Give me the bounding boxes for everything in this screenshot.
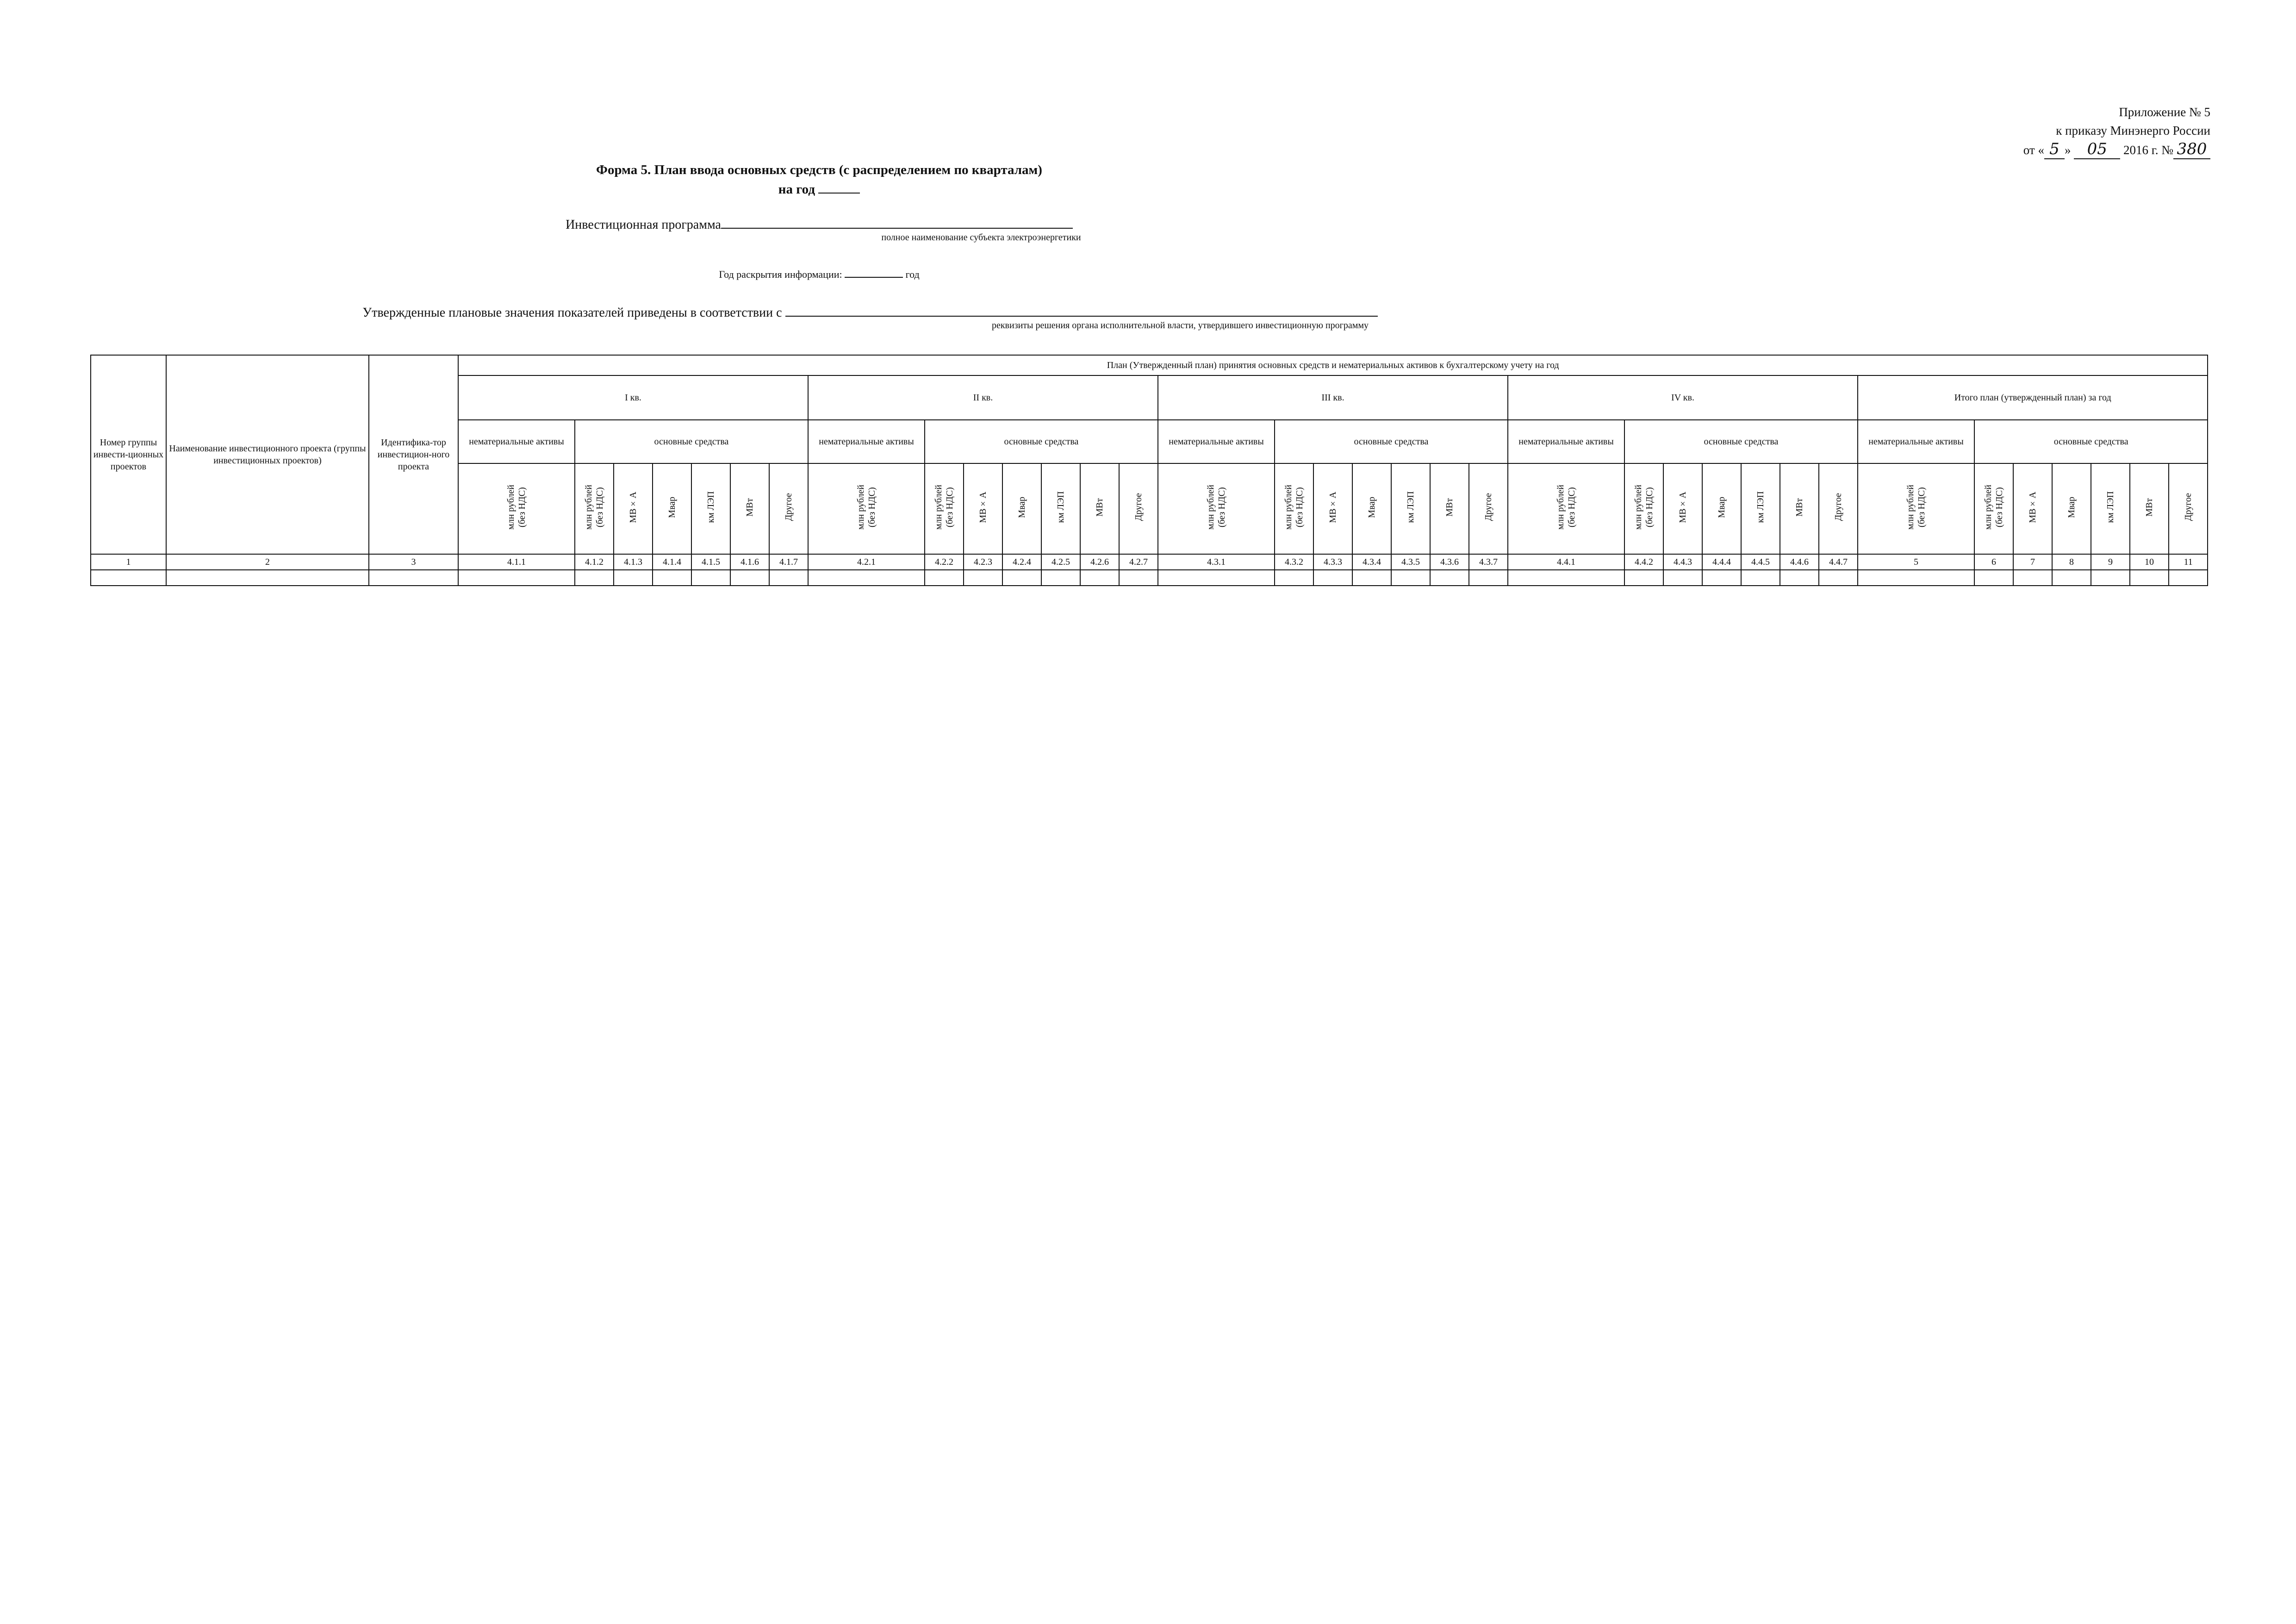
unit-header-4-6 [1780, 463, 1819, 554]
unit-header-1-2 [575, 463, 614, 554]
unit-header-5-6 [2130, 463, 2169, 554]
unit-header-4-5 [1741, 463, 1780, 554]
empty-cell [1158, 570, 1275, 586]
empty-cell [166, 570, 369, 586]
empty-cell [925, 570, 964, 586]
appendix-block [1951, 103, 2210, 159]
column-number: 7 [2013, 554, 2052, 570]
empty-cell [769, 570, 808, 586]
empty-cell [1275, 570, 1313, 586]
unit-header-2-7 [1119, 463, 1158, 554]
unit-header-1-6 [730, 463, 769, 554]
unit-header-1-3 [614, 463, 653, 554]
column-number: 4.3.1 [1158, 554, 1275, 570]
column-number: 4.4.4 [1702, 554, 1741, 570]
empty-cell [2013, 570, 2052, 586]
column-number: 6 [1974, 554, 2013, 570]
program-blank [721, 216, 1073, 229]
unit-header-3-7 [1469, 463, 1508, 554]
unit-header-2-5 [1041, 463, 1080, 554]
column-number: 4.3.7 [1469, 554, 1508, 570]
column-number: 4.3.6 [1430, 554, 1469, 570]
column-number: 4.4.1 [1508, 554, 1624, 570]
unit-header-2-4 [1002, 463, 1041, 554]
empty-cell [1041, 570, 1080, 586]
appendix-order: к приказу Минэнерго России [2056, 124, 2210, 137]
empty-cell [1080, 570, 1119, 586]
unit-header-5-2 [1974, 463, 2013, 554]
column-number: 1 [91, 554, 166, 570]
header-identifier: Идентифика-тор инвестицион-ного проекта [369, 355, 458, 554]
column-number: 4.1.7 [769, 554, 808, 570]
empty-cell [575, 570, 614, 586]
unit-header-5-6-text: МВт [2144, 498, 2154, 517]
column-number: 4.1.2 [575, 554, 614, 570]
column-number: 8 [2052, 554, 2091, 570]
column-number: 4.3.5 [1391, 554, 1430, 570]
column-number: 4.2.6 [1080, 554, 1119, 570]
unit-header-4-1-text: млн рублей (без НДС) [1556, 484, 1577, 530]
column-number: 2 [166, 554, 369, 570]
empty-cell [2091, 570, 2130, 586]
fixed-assets-header-3: основные средства [1275, 420, 1508, 463]
column-number: 4.2.2 [925, 554, 964, 570]
empty-cell [730, 570, 769, 586]
empty-cell [1002, 570, 1041, 586]
empty-cell [1741, 570, 1780, 586]
column-number: 4.2.1 [808, 554, 925, 570]
empty-cell [2052, 570, 2091, 586]
empty-cell [1391, 570, 1430, 586]
empty-cell [458, 570, 575, 586]
empty-cell [369, 570, 458, 586]
unit-header-2-4-text: Мвар [1017, 496, 1027, 518]
unit-header-5-4-text: Мвар [2066, 496, 2077, 518]
unit-header-2-1 [808, 463, 925, 554]
unit-header-4-6-text: МВт [1794, 498, 1804, 517]
column-number: 3 [369, 554, 458, 570]
unit-header-1-4 [653, 463, 691, 554]
header-project-name: Наименование инвестиционного проекта (группы инвестиционных проектов) [166, 355, 369, 554]
column-number: 4.4.2 [1624, 554, 1663, 570]
period-header-1: I кв. [458, 375, 808, 420]
empty-cell [1430, 570, 1469, 586]
unit-header-3-6 [1430, 463, 1469, 554]
unit-header-4-2 [1624, 463, 1663, 554]
empty-cell [1508, 570, 1624, 586]
fixed-assets-header-5: основные средства [1974, 420, 2208, 463]
appendix-day: 5 [2044, 140, 2065, 159]
unit-header-4-5-text: км ЛЭП [1755, 491, 1766, 523]
unit-header-5-5 [2091, 463, 2130, 554]
period-header-3: III кв. [1158, 375, 1508, 420]
year-blank [818, 181, 860, 194]
intangible-header-5: нематериальные активы [1858, 420, 1974, 463]
fixed-assets-header-2: основные средства [925, 420, 1158, 463]
appendix-title: Приложение № 5 [2119, 105, 2210, 119]
column-number: 4.2.3 [964, 554, 1002, 570]
intangible-header-1: нематериальные активы [458, 420, 575, 463]
period-header-5: Итого план (утвержденный план) за год [1858, 375, 2208, 420]
form-title-line2: на год [0, 180, 1638, 199]
empty-cell [1974, 570, 2013, 586]
period-header-2: II кв. [808, 375, 1158, 420]
unit-header-1-7 [769, 463, 808, 554]
unit-header-3-2 [1275, 463, 1313, 554]
column-number: 11 [2169, 554, 2208, 570]
program-caption: полное наименование субъекта электроэнергетики [881, 232, 1081, 243]
unit-header-3-5 [1391, 463, 1430, 554]
column-number: 4.3.4 [1352, 554, 1391, 570]
unit-header-3-2-text: млн рублей (без НДС) [1283, 484, 1305, 530]
column-number: 4.4.7 [1819, 554, 1858, 570]
unit-header-3-1-text: млн рублей (без НДС) [1206, 484, 1227, 530]
disclosure-block [0, 268, 1638, 281]
unit-header-1-5-text: км ЛЭП [706, 491, 716, 523]
form-title-line1: Форма 5. План ввода основных средств (с распределением по кварталам) [596, 162, 1042, 177]
column-number: 4.3.2 [1275, 554, 1313, 570]
appendix-number: 380 [2173, 140, 2210, 159]
column-number: 4.4.6 [1780, 554, 1819, 570]
unit-header-2-6-text: МВт [1095, 498, 1105, 517]
unit-header-2-2 [925, 463, 964, 554]
column-number: 4.1.3 [614, 554, 653, 570]
form-title [0, 160, 1638, 199]
fixed-assets-header-4: основные средства [1624, 420, 1858, 463]
appendix-date: от « 5 » 05 2016 г. № 380 [1951, 140, 2210, 159]
approved-label: Утвержденные плановые значения показателей приведены в соответствии с [362, 306, 782, 320]
unit-header-4-4-text: Мвар [1717, 496, 1727, 518]
column-number: 4.2.5 [1041, 554, 1080, 570]
unit-header-2-6 [1080, 463, 1119, 554]
disclosure-blank [845, 268, 903, 278]
intangible-header-2: нематериальные активы [808, 420, 925, 463]
empty-cell [1624, 570, 1663, 586]
header-group-number: Номер группы инвести-ционных проектов [91, 355, 166, 554]
unit-header-1-4-text: Мвар [667, 496, 677, 518]
empty-cell [653, 570, 691, 586]
unit-header-2-7-text: Другое [1133, 493, 1144, 521]
unit-header-3-3-text: МВ×А [1328, 491, 1338, 523]
empty-cell [1702, 570, 1741, 586]
unit-header-4-4 [1702, 463, 1741, 554]
unit-header-1-5 [691, 463, 730, 554]
approved-block [0, 304, 1638, 331]
asset-plan-table [90, 355, 2208, 586]
empty-cell [1469, 570, 1508, 586]
column-number: 4.1.4 [653, 554, 691, 570]
empty-cell [1352, 570, 1391, 586]
unit-header-4-1 [1508, 463, 1624, 554]
unit-header-5-3-text: МВ×А [2028, 491, 2038, 523]
empty-cell [614, 570, 653, 586]
intangible-header-3: нематериальные активы [1158, 420, 1275, 463]
unit-header-1-3-text: МВ×А [628, 491, 638, 523]
unit-header-3-6-text: МВт [1444, 498, 1455, 517]
column-number: 4.3.3 [1313, 554, 1352, 570]
column-number: 4.1.5 [691, 554, 730, 570]
unit-header-5-1-text: млн рублей (без НДС) [1905, 484, 1927, 530]
unit-header-3-4-text: Мвар [1367, 496, 1377, 518]
unit-header-5-5-text: км ЛЭП [2105, 491, 2116, 523]
column-number: 9 [2091, 554, 2130, 570]
appendix-month: 05 [2074, 140, 2120, 159]
intangible-header-4: нематериальные активы [1508, 420, 1624, 463]
unit-header-1-6-text: МВт [745, 498, 755, 517]
unit-header-3-4 [1352, 463, 1391, 554]
empty-cell [1119, 570, 1158, 586]
header-plan: План (Утвержденный план) принятия основных средств и нематериальных активов к бухгалтерскому учету на год [458, 355, 2208, 375]
unit-header-3-3 [1313, 463, 1352, 554]
unit-header-1-2-text: млн рублей (без НДС) [584, 484, 605, 530]
unit-header-2-3 [964, 463, 1002, 554]
column-number: 4.4.5 [1741, 554, 1780, 570]
column-number: 4.4.3 [1663, 554, 1702, 570]
unit-header-4-3-text: МВ×А [1678, 491, 1688, 523]
unit-header-4-3 [1663, 463, 1702, 554]
empty-cell [1313, 570, 1352, 586]
disclosure-suffix: год [905, 269, 920, 280]
approved-caption: реквизиты решения органа исполнительной власти, утвердившего инвестиционную программу [991, 320, 1369, 331]
unit-header-5-7 [2169, 463, 2208, 554]
unit-header-4-7 [1819, 463, 1858, 554]
program-block [0, 216, 1638, 243]
unit-header-5-2-text: млн рублей (без НДС) [1983, 484, 2004, 530]
unit-header-5-7-text: Другое [2183, 493, 2194, 521]
column-number: 4.2.7 [1119, 554, 1158, 570]
unit-header-3-5-text: км ЛЭП [1406, 491, 1416, 523]
unit-header-2-1-text: млн рублей (без НДС) [856, 484, 877, 530]
empty-cell [2130, 570, 2169, 586]
empty-cell [1858, 570, 1974, 586]
disclosure-label: Год раскрытия информации: [719, 269, 842, 280]
unit-header-3-1 [1158, 463, 1275, 554]
empty-cell [691, 570, 730, 586]
column-number: 4.2.4 [1002, 554, 1041, 570]
empty-cell [91, 570, 166, 586]
unit-header-1-1-text: млн рублей (без НДС) [506, 484, 527, 530]
unit-header-2-5-text: км ЛЭП [1056, 491, 1066, 523]
unit-header-1-7-text: Другое [784, 493, 794, 521]
unit-header-5-3 [2013, 463, 2052, 554]
empty-cell [808, 570, 925, 586]
column-number: 4.1.1 [458, 554, 575, 570]
empty-cell [1780, 570, 1819, 586]
unit-header-3-7-text: Другое [1483, 493, 1493, 521]
program-label: Инвестиционная программа [566, 218, 721, 232]
column-number: 5 [1858, 554, 1974, 570]
empty-cell [1663, 570, 1702, 586]
column-number: 10 [2130, 554, 2169, 570]
unit-header-5-4 [2052, 463, 2091, 554]
empty-cell [964, 570, 1002, 586]
period-header-4: IV кв. [1508, 375, 1858, 420]
unit-header-4-2-text: млн рублей (без НДС) [1633, 484, 1655, 530]
unit-header-5-1 [1858, 463, 1974, 554]
unit-header-1-1 [458, 463, 575, 554]
unit-header-2-3-text: МВ×А [978, 491, 988, 523]
unit-header-4-7-text: Другое [1833, 493, 1843, 521]
column-number: 4.1.6 [730, 554, 769, 570]
approved-blank [785, 304, 1378, 317]
empty-cell [2169, 570, 2208, 586]
empty-cell [1819, 570, 1858, 586]
unit-header-2-2-text: млн рублей (без НДС) [933, 484, 955, 530]
fixed-assets-header-1: основные средства [575, 420, 808, 463]
